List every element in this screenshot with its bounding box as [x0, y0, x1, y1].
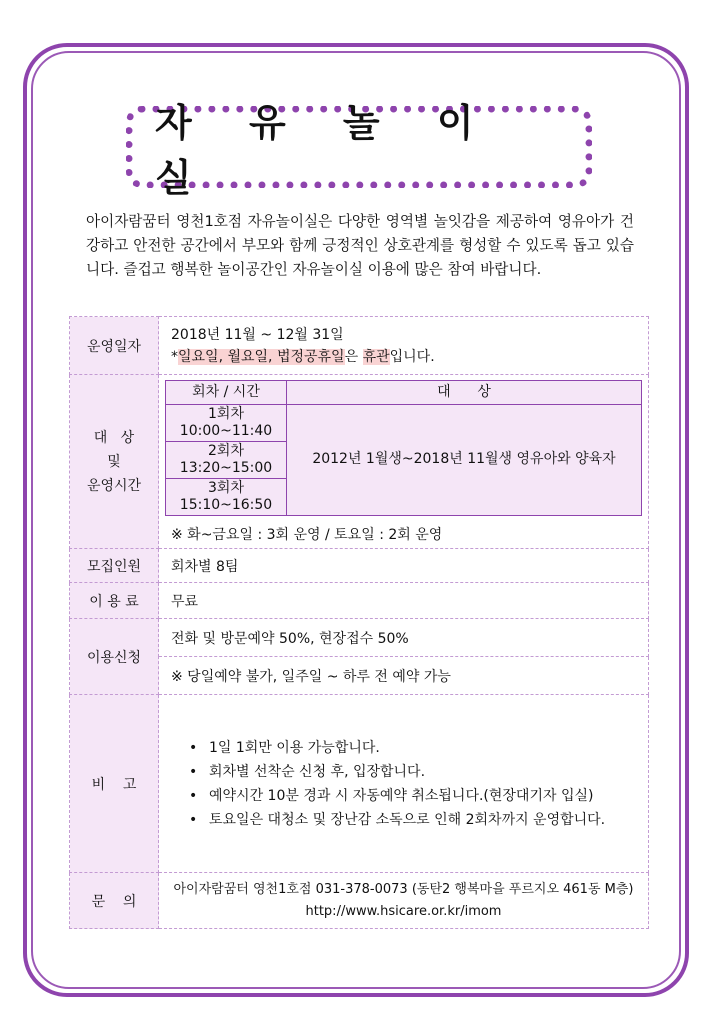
- session-table: [165, 380, 642, 516]
- apply-line-1: 전화 및 방문예약 50%, 현장접수 50%: [159, 619, 649, 657]
- label-target: 대 상 및 운영시간: [70, 375, 159, 549]
- contact-url[interactable]: http://www.hsicare.or.kr/imom: [305, 903, 502, 919]
- row-target: [70, 375, 649, 549]
- label-recruit: 모집인원: [70, 549, 159, 583]
- row-remarks: [70, 695, 649, 873]
- closed-word: 휴관: [362, 348, 390, 365]
- list-item: • 회차별 선착순 신청 후, 입장합니다.: [201, 760, 636, 784]
- label-fee: 이 용 료: [70, 583, 159, 619]
- row-recruit: [70, 549, 649, 583]
- period-dates: 2018년 11월 ~ 12월 31일: [171, 326, 344, 343]
- closed-days: 일요일, 월요일, 법정공휴일: [178, 348, 345, 365]
- remarks-list: [183, 736, 636, 832]
- session-row: 3회차 15:10~16:50: [166, 478, 642, 515]
- info-table: [69, 316, 649, 929]
- row-contact: [70, 873, 649, 929]
- list-item: • 토요일은 대청소 및 장난감 소독으로 인해 2회차까지 운영합니다.: [201, 808, 636, 832]
- col-target-header: 대 상: [287, 380, 642, 404]
- target-text: 2012년 1월생~2018년 11월생 영유아와 양육자: [287, 404, 642, 515]
- title-box: [126, 101, 592, 200]
- session-row: 1회차 10:00~11:40 2012년 1월생~2018년 11월생 영유아와 양육자: [166, 404, 642, 441]
- session-row: 2회차 13:20~15:00: [166, 441, 642, 478]
- row-apply-1: [70, 619, 649, 657]
- apply-line-2: ※ 당일예약 불가, 일주일 ~ 하루 전 예약 가능: [159, 657, 649, 695]
- label-remarks: 비 고: [70, 695, 159, 873]
- session-note: ※ 화~금요일 : 3회 운영 / 토요일 : 2회 운영: [171, 526, 443, 543]
- label-contact: 문 의: [70, 873, 159, 929]
- list-item: • 예약시간 10분 경과 시 자동예약 취소됩니다.(현장대기자 입실): [201, 784, 636, 808]
- col-session-header: 회차 / 시간: [166, 380, 287, 404]
- page-title: 자 유 놀 이 실: [155, 101, 496, 200]
- row-fee: [70, 583, 649, 619]
- closed-days-note: *일요일, 월요일, 법정공휴일은 휴관입니다.: [171, 348, 435, 365]
- contact-info: 아이자람꿈터 영천1호점 031-378-0073 (동탄2 행복마을 푸르지오 461동 M층): [173, 881, 634, 897]
- label-period: 운영일자: [70, 317, 159, 375]
- recruit-value: 회차별 8팀: [159, 549, 649, 583]
- label-apply: 이용신청: [70, 619, 159, 695]
- intro-paragraph: 아이자람꿈터 영천1호점 자유놀이실은 다양한 영역별 놀잇감을 제공하여 영유아가 건강하고 안전한 공간에서 부모와 함께 긍정적인 상호관계를 형성할 수 있도록 돕고 있습니다. 즐겁고 행복한 놀이공간인 자유놀이실 이용에 많은 참여 바랍니다.: [86, 213, 634, 278]
- row-period: [70, 317, 649, 375]
- fee-value: 무료: [159, 583, 649, 619]
- list-item: • 1일 1회만 이용 가능합니다.: [201, 736, 636, 760]
